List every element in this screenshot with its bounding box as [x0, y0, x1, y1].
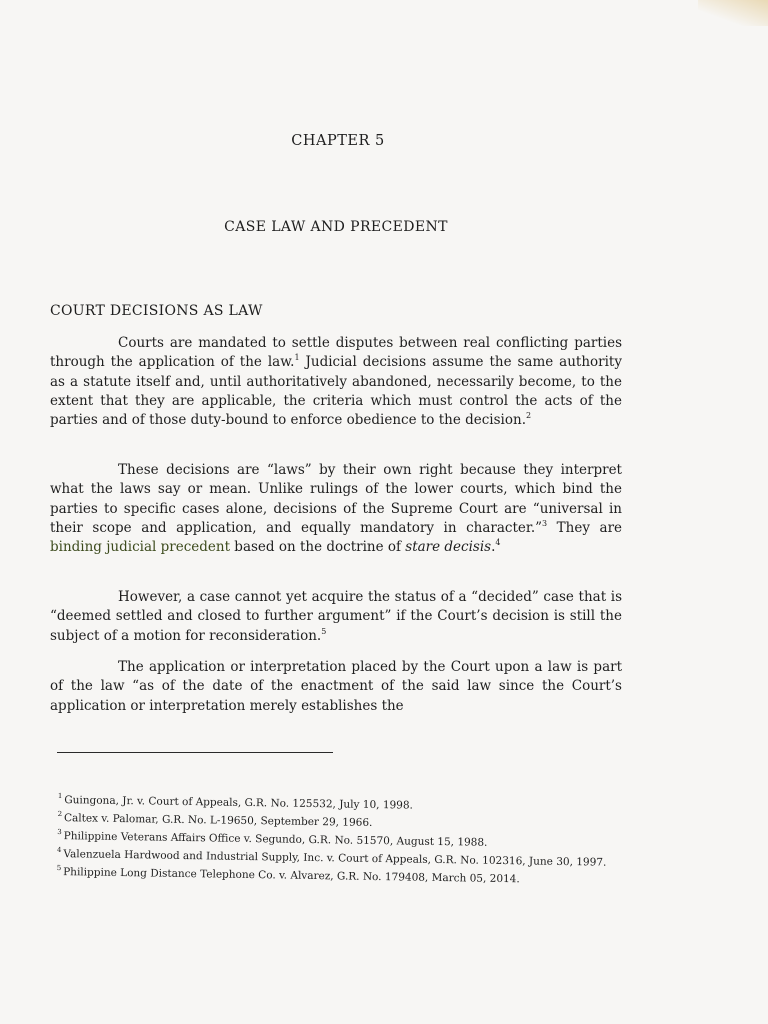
footnotes [57, 789, 618, 888]
footnote-ref-2: 2 [526, 411, 532, 421]
paragraph-1-text-b: Judicial decisions assume the same authority as a statute itself and, until authoritatively abandoned, necessarily become, to the extent that they are applicable, the criteria which must control the acts of the parties and of those duty-bound to enforce obedience to the decision. [50, 354, 622, 429]
footnote-text: Philippine Long Distance Telephone Co. v. Alvarez, G.R. No. 179408, March 05, 2014. [63, 866, 520, 886]
paragraph-2-text-d: . [491, 539, 496, 556]
footnote-number: 3 [57, 827, 62, 837]
footnote-ref-4: 4 [495, 538, 501, 548]
footnote-number: 1 [57, 791, 63, 801]
paragraph-4-text: The application or interpretation placed by the Court upon a law is part of the law “as of the date of the enactment of the said law since the Court’s application or interpretation merely establishes the [50, 659, 622, 714]
paragraph-1 [50, 334, 622, 430]
paragraph-3-text: However, a case cannot yet acquire the status of a “decided” case that is “deemed settled and closed to further argument” if the Court’s decision is still the subject of a motion for reconsideration. [50, 589, 622, 644]
page-corner-stain [698, 0, 768, 26]
footnote-text: Caltex v. Palomar, G.R. No. L-19650, September 29, 1966. [63, 812, 373, 829]
paragraph-2-text-c: based on the doctrine of [230, 539, 406, 556]
chapter-title: CASE LAW AND PRECEDENT [224, 219, 448, 235]
paragraph-2 [50, 461, 622, 557]
footnote-number: 2 [57, 809, 63, 819]
footnote-ref-5: 5 [321, 626, 327, 636]
chapter-heading: CHAPTER 5 [291, 133, 385, 149]
paragraph-2-text-b: They are [547, 519, 623, 536]
footnote-text: Guingona, Jr. v. Court of Appeals, G.R. No. 125532, July 10, 1998. [64, 794, 414, 812]
footnote-ref-3: 3 [542, 518, 548, 528]
paragraph-3 [50, 588, 622, 646]
paragraph-4 [50, 658, 622, 716]
paragraph-2-text-a: These decisions are “laws” by their own right because they interpret what the laws say or mean. Unlike rulings of the lower courts, which bind the parties to specific cases alone, decisions of the Supreme Court are “universal in their scope and application, and equally mandatory in character.” [50, 462, 622, 536]
footnote-divider [57, 752, 333, 753]
footnote-text: Philippine Veterans Affairs Office v. Segundo, G.R. No. 51570, August 15, 1988. [63, 830, 488, 849]
section-heading: COURT DECISIONS AS LAW [50, 303, 263, 319]
footnote-number: 5 [56, 863, 62, 873]
paragraph-1-text-a: Courts are mandated to settle disputes between real conflicting parties through the application of the law. [50, 335, 622, 371]
italic-term: stare decisis [405, 539, 492, 556]
footnote-text: Valenzuela Hardwood and Industrial Supply, Inc. v. Court of Appeals, G.R. No. 102316, June 30, 1997. [63, 848, 607, 869]
footnote-ref-1: 1 [294, 353, 300, 363]
footnote-number: 4 [56, 845, 62, 855]
highlighted-phrase: binding judicial precedent [50, 539, 231, 556]
